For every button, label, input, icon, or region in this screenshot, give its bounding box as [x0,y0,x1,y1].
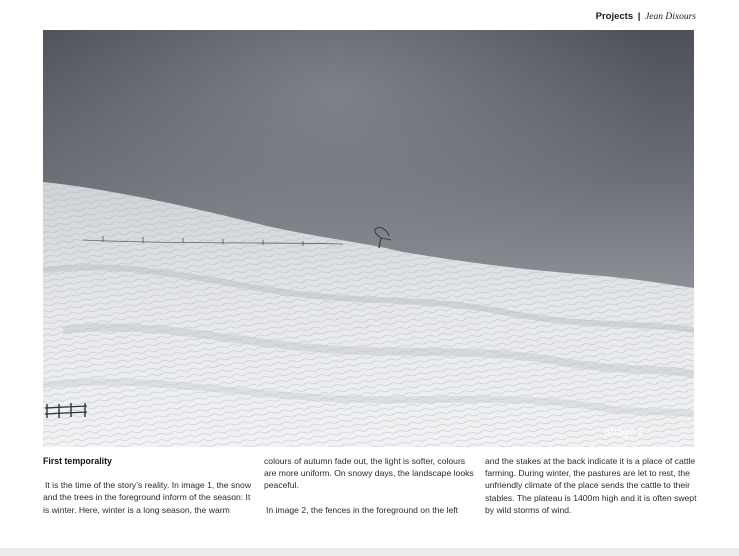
paragraph: In image 2, the fences in the foreground on the left [266,504,459,515]
image-caption: Image 2 [604,426,644,438]
article-heading: First temporality [43,456,112,466]
author-name: Jean Dixours [645,12,696,22]
running-header [596,11,696,22]
landscape-illustration [43,30,694,447]
text-column-3 [485,455,697,516]
paragraph: It is the time of the story’s reality. In image 1, the snow and the trees in the foreground inform of the season: It is winter. Here, winter is a long season, the warm [43,480,252,515]
paragraph: and the stakes at the back indicate it is a place of cattle farming. During winter, the pastures are let to rest, the unfriendly climate of the place sends the cattle to their stables. The plateau is 1400m high and it is often swept by wild storms of wind. [485,456,697,515]
text-column-2 [264,455,476,516]
snowy-landscape-photo [43,30,694,447]
section-name: Projects [595,11,634,22]
page-bottom-strip [0,548,739,556]
text-column-1 [43,455,255,516]
header-separator: | [637,11,641,22]
paragraph: colours of autumn fade out, the light is softer, colours are more uniform. On snowy days, the landscape looks peaceful. [264,456,474,491]
